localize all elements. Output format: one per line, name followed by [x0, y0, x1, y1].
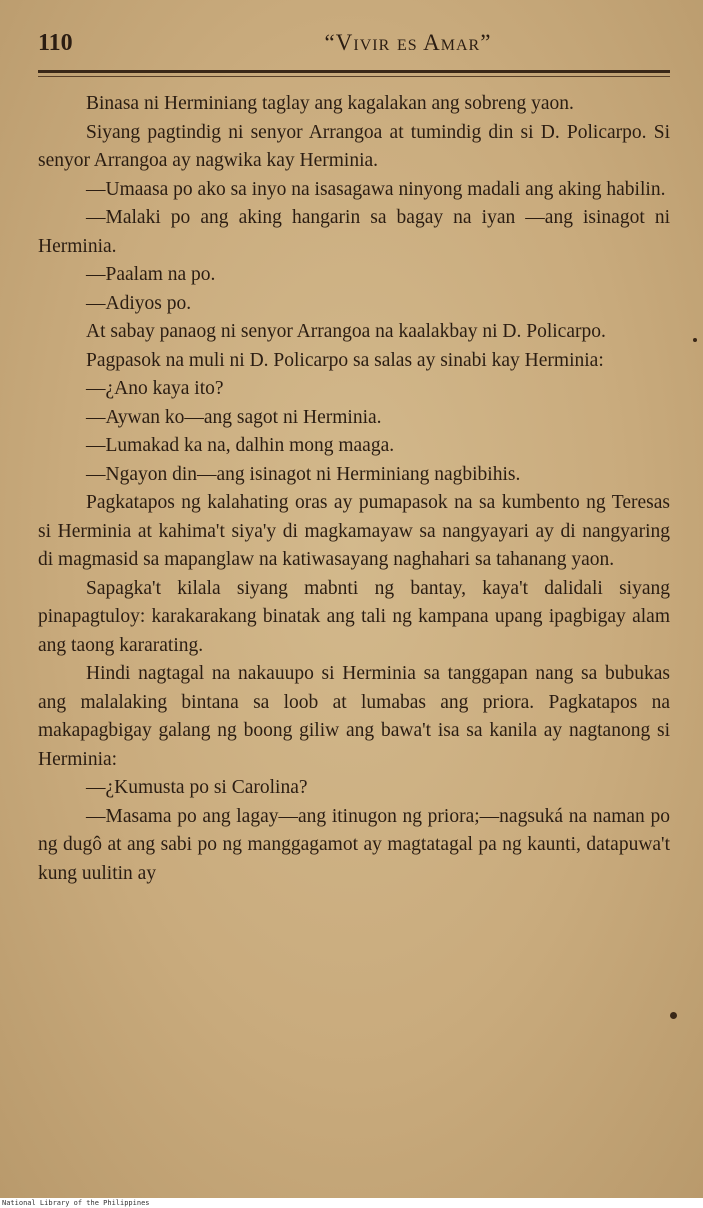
paragraph: —¿Kumusta po si Carolina? [86, 777, 308, 798]
paragraph: —¿Ano kaya ito? [86, 378, 224, 399]
paragraph: —Masama po ang lagay—ang itinugon ng priora;—nagsuká na naman po ng dugô at ang sabi po ng manggagamot ay magtatagal pa ng kaunti, datapuwa't kung uulitin ay [38, 805, 670, 884]
paragraph: —Paalam na po. [86, 264, 216, 285]
footer-credit: National Library of the Philippines [2, 1199, 150, 1207]
ink-spot [670, 1012, 677, 1019]
paragraph: —Umaasa po ako sa inyo na isasagawa ninyong madali ang aking habilin. [86, 178, 666, 200]
paragraph: —Malaki po ang aking hangarin sa bagay na iyan —ang isinagot ni Herminia. [38, 207, 670, 257]
paragraph: —Aywan ko—ang sagot ni Herminia. [86, 406, 382, 428]
paragraph: Pagpasok na muli ni D. Policarpo sa salas ay sinabi kay Herminia: [86, 349, 604, 371]
book-title: “Vivir es Amar” [324, 30, 492, 55]
header-rule-thin [38, 76, 670, 77]
footer-strip [0, 1198, 703, 1208]
page-number: 110 [38, 30, 73, 56]
paragraph: —Ngayon din—ang isinagot ni Herminiang nagbibihis. [86, 463, 521, 485]
running-head [38, 28, 670, 64]
paragraph: Pagkatapos ng kalahating oras ay pumapasok na sa kumbento ng Teresas si Herminia at kahima't siya'y di magkamayaw sa nangyayari ay di nangyaring di magmasid sa mapanglaw na katiwasayang naghahari sa tahanang yaon. [38, 492, 670, 570]
body-text [38, 90, 670, 888]
paragraph: Siyang pagtindig ni senyor Arrangoa at tumindig din si D. Policarpo. Si senyor Arrangoa ay nagwika kay Herminia. [38, 121, 670, 171]
header-rule [38, 70, 670, 73]
paragraph: Sapagka't kilala siyang mabnti ng bantay, kaya't dalidali siyang pinapagtuloy: karakarakang binatak ang tali ng kampana upang ipagbigay alam ang taong kararating. [38, 577, 670, 656]
paragraph: —Lumakad ka na, dalhin mong maaga. [86, 435, 395, 456]
paragraph: —Adiyos po. [86, 292, 192, 314]
paragraph: At sabay panaog ni senyor Arrangoa na kaalakbay ni D. Policarpo. [86, 321, 606, 342]
ink-spot [693, 338, 697, 342]
paragraph: Binasa ni Herminiang taglay ang kagalakan ang sobreng yaon. [86, 93, 574, 114]
paragraph: Hindi nagtagal na nakauupo si Herminia sa tanggapan nang sa bubukas ang malalaking bintana sa loob at lumabas ang priora. Pagkatapos na makapagbigay galang ng boong giliw ang bawa't isa sa kanila ay nagtanong si Herminia: [38, 663, 670, 770]
